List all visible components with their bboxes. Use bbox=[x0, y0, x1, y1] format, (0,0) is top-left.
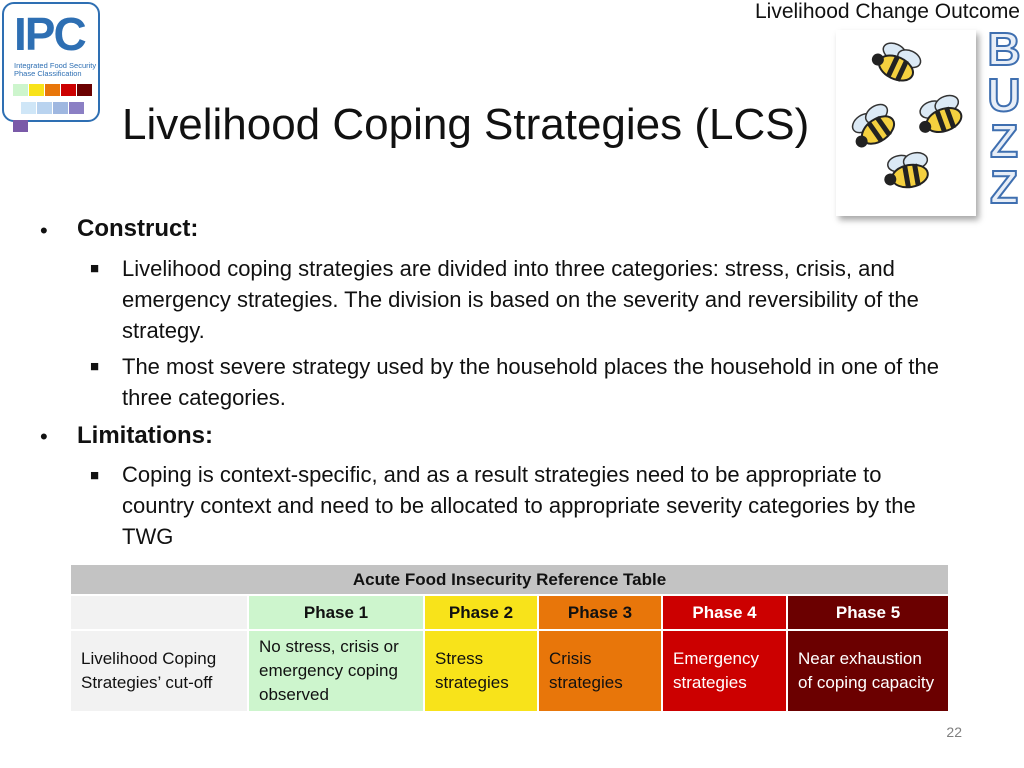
table-cell: No stress, crisis or emergency coping observed bbox=[248, 630, 424, 712]
phase-header: Phase 5 bbox=[787, 595, 949, 630]
buzz-letter: Z bbox=[989, 161, 1019, 213]
phase-header: Phase 2 bbox=[424, 595, 538, 630]
table-cell: Stress strategies bbox=[424, 630, 538, 712]
ipc-logo bbox=[2, 2, 100, 122]
buzz-letter: B bbox=[987, 23, 1021, 75]
logo-swatch bbox=[29, 84, 44, 96]
bee-icon bbox=[912, 92, 967, 139]
logo-swatch bbox=[53, 102, 68, 114]
phase-header: Phase 3 bbox=[538, 595, 662, 630]
logo-text: IPC bbox=[14, 8, 85, 60]
row-label: Livelihood Coping Strategies’ cut-off bbox=[70, 630, 248, 712]
bullet-text: Coping is context-specific, and as a result strategies need to be appropriate to country context and need to be allocated to appropriate severity categories by the TWG bbox=[122, 462, 916, 549]
logo-subtitle: Integrated Food Security Phase Classification bbox=[14, 61, 97, 78]
page-number: 22 bbox=[946, 724, 962, 740]
reference-table bbox=[69, 563, 950, 713]
bullet-text: Livelihood coping strategies are divided into three categories: stress, crisis, and emergency strategies. The division is based on the severity and reversibility of the strategy. bbox=[122, 256, 919, 343]
logo-swatch bbox=[37, 102, 52, 114]
table-cell: Near exhaustion of coping capacity bbox=[787, 630, 949, 712]
logo-swatch bbox=[13, 120, 28, 132]
buzz-letter: Z bbox=[989, 115, 1019, 167]
logo-swatch bbox=[45, 84, 60, 96]
logo-swatch bbox=[77, 84, 92, 96]
logo-phase-swatches bbox=[12, 83, 96, 137]
logo-swatch bbox=[61, 84, 76, 96]
bullet-heading: Construct: bbox=[77, 215, 199, 242]
bee-icon bbox=[844, 101, 901, 154]
bees-drawing bbox=[836, 30, 976, 216]
table-corner-cell bbox=[70, 595, 248, 630]
logo-swatch bbox=[13, 84, 28, 96]
bee-icon bbox=[881, 151, 932, 191]
bullet-heading: Limitations: bbox=[77, 422, 213, 449]
table-title: Acute Food Insecurity Reference Table bbox=[70, 564, 949, 595]
logo-swatch bbox=[69, 102, 84, 114]
square-bullet-icon: ■ bbox=[90, 260, 100, 277]
square-bullet-icon: ■ bbox=[90, 358, 100, 375]
logo-swatch bbox=[21, 102, 36, 114]
page-title: Livelihood Coping Strategies (LCS) bbox=[122, 100, 810, 149]
table-cell: Crisis strategies bbox=[538, 630, 662, 712]
buzz-lettering bbox=[986, 23, 1022, 213]
bullet-dot: • bbox=[40, 424, 48, 449]
bee-icon bbox=[868, 37, 924, 86]
section-label: Livelihood Change Outcome bbox=[754, 0, 1020, 23]
bees-illustration-icon bbox=[836, 30, 976, 216]
buzz-letter: U bbox=[987, 69, 1021, 121]
phase-header: Phase 1 bbox=[248, 595, 424, 630]
bullet-text: The most severe strategy used by the household places the household in one of the three categories. bbox=[122, 354, 939, 410]
table-row bbox=[70, 630, 949, 712]
bullet-dot: • bbox=[40, 218, 48, 243]
square-bullet-icon: ■ bbox=[90, 467, 100, 484]
phase-header: Phase 4 bbox=[662, 595, 787, 630]
table-cell: Emergency strategies bbox=[662, 630, 787, 712]
